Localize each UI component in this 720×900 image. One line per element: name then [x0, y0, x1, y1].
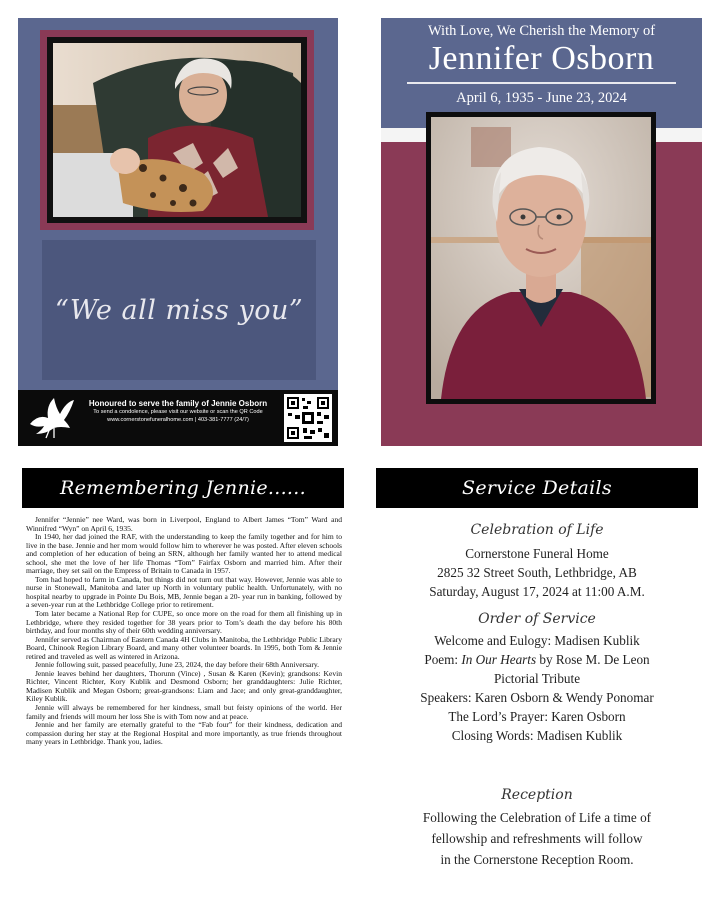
- reception-line-1: Following the Celebration of Life a time of: [422, 810, 652, 825]
- header-divider: [407, 82, 676, 84]
- reception-heading: Reception: [501, 787, 573, 803]
- photo-frame: [40, 30, 314, 230]
- service-details: [376, 522, 698, 870]
- obituary-paragraph: Jennie leaves behind her daughters, Thorunn (Vince) , Susan & Karen (Kevin); grandsons: Kevin Richter, Vincent Richter, Kory Kublik and Desmond Osborn; her granddaughters: Julie Richter, Madisen Kublik and Megan Osborn; great-grandsons: Liam and Jace; and only great-granddaughter, Kiley Kublik.: [26, 668, 342, 704]
- grandmother-with-baby-photo: [53, 43, 301, 217]
- obituary-paragraph: Jennie following suit, passed peacefully, June 23, 2024, the day before their 68th Anniversary.: [35, 660, 320, 670]
- condolence-note: To send a condolence, please visit our website or scan the QR Code: [93, 409, 263, 415]
- life-dates: April 6, 1935 - June 23, 2024: [456, 90, 627, 106]
- reception-line-3: in the Cornerstone Reception Room.: [440, 852, 634, 867]
- funeral-home-info: [80, 399, 276, 424]
- celebration-heading: Celebration of Life: [470, 522, 604, 538]
- reception-line-2: fellowship and refreshments will follow: [431, 831, 643, 846]
- poem-author: by Rose M. De Leon: [536, 652, 650, 667]
- obituary-paragraph: In 1940, her dad joined the RAF, with the understanding to keep the family together and for him to live in the base. Jennie and her mom would follow him to wherever he was posted. After eleven schools and completion of her education of being an SRN, although her family wanted her to attend medical school, she met the love of her life Thomas “Tom” Fairfax Osborn and married him. After their marriage, they set sail on the Empress of Britain to Canada in 1957.: [26, 532, 342, 576]
- obituary-paragraph: Jennie will always be remembered for her kindness, small but feisty opinions of the world. Her family and friends will mourn her loss She is with Tom now and at peace.: [26, 703, 342, 721]
- deceased-name: Jennifer Osborn: [428, 40, 655, 77]
- order-tribute: Pictorial Tribute: [493, 671, 581, 686]
- order-prayer: The Lord’s Prayer: Karen Osborn: [448, 709, 626, 724]
- order-welcome: Welcome and Eulogy: Madisen Kublik: [434, 633, 640, 648]
- back-cover-panel: [18, 18, 338, 446]
- service-title: Service Details: [462, 477, 612, 499]
- order-poem: [376, 650, 698, 669]
- funeral-home-contact: www.cornerstonefuneralhome.com | 403-381-7777 (24/7): [107, 417, 249, 423]
- funeral-home-title: Honoured to serve the family of Jennie Osborn: [88, 399, 268, 408]
- poem-prefix: Poem:: [424, 652, 462, 667]
- obituary-paragraph: Tom had hoped to farm in Canada, but things did not turn out that way. However, Jennie was able to nurse in Stonewall, Manitoba and later up North in voluntary public health. Unfortunately, with no hospital nearby to upgrade in Pointe Du Bois, MB, Jennie began a 20- year run in banking, followed by a seven-year run at the Lethbridge College prior to retirement.: [26, 574, 342, 610]
- order-speakers: Speakers: Karen Osborn & Wendy Ponomar: [420, 690, 654, 705]
- service-datetime: Saturday, August 17, 2024 at 11:00 A.M.: [429, 584, 645, 599]
- poem-title: In Our Hearts: [461, 652, 537, 667]
- portrait-photo: [431, 117, 651, 399]
- funeral-home-bar: [18, 390, 338, 446]
- venue-address: 2825 32 Street South, Lethbridge, AB: [437, 565, 637, 580]
- order-closing: Closing Words: Madisen Kublik: [451, 728, 623, 743]
- portrait-frame: [426, 112, 656, 404]
- dove-icon: [24, 394, 76, 440]
- order-heading: Order of Service: [478, 611, 596, 627]
- obituary-text: [26, 516, 342, 747]
- service-title-bar: [376, 468, 698, 508]
- memorial-quote: “We all miss you”: [54, 294, 304, 326]
- qr-code-icon[interactable]: [284, 394, 332, 442]
- obituary-paragraph: Jennifer “Jennie” nee Ward, was born in Liverpool, England to Albert James “Tom” Ward and Winnifred “Wyn” on April 6, 1935.: [26, 515, 342, 533]
- venue-name: Cornerstone Funeral Home: [465, 546, 609, 561]
- obituary-title-bar: [22, 468, 344, 508]
- obituary-paragraph: Jennifer served as Chairman of Eastern Canada 4H Clubs in Manitoba, the Lethbridge Public Library Board, Chinook Region Library Board, and many other volunteer boards. In 1995, both Tom & Jennie retired and traveled as well as wintered in Arizona.: [26, 634, 342, 661]
- front-cover-panel: [381, 18, 702, 446]
- obituary-paragraph: Tom later became a National Rep for CUPE, so once more on the road for them all finishing up in Lethbridge, where they resided together for 38 years prior to Tom’s death the day before his 80th birthday, and four months shy of their 60th wedding anniversary.: [26, 609, 342, 636]
- quote-box: [42, 240, 316, 380]
- obituary-paragraph: Jennie and her family are eternally grateful to the “Fab four” for their kindness, dedication and compassion during her stay at the Regional Hospital and more importantly, as true friends throughout many years in Lethbridge. Thank you, ladies.: [26, 720, 342, 747]
- obituary-title: Remembering Jennie......: [60, 477, 306, 499]
- memorial-tagline: With Love, We Cherish the Memory of: [427, 23, 656, 39]
